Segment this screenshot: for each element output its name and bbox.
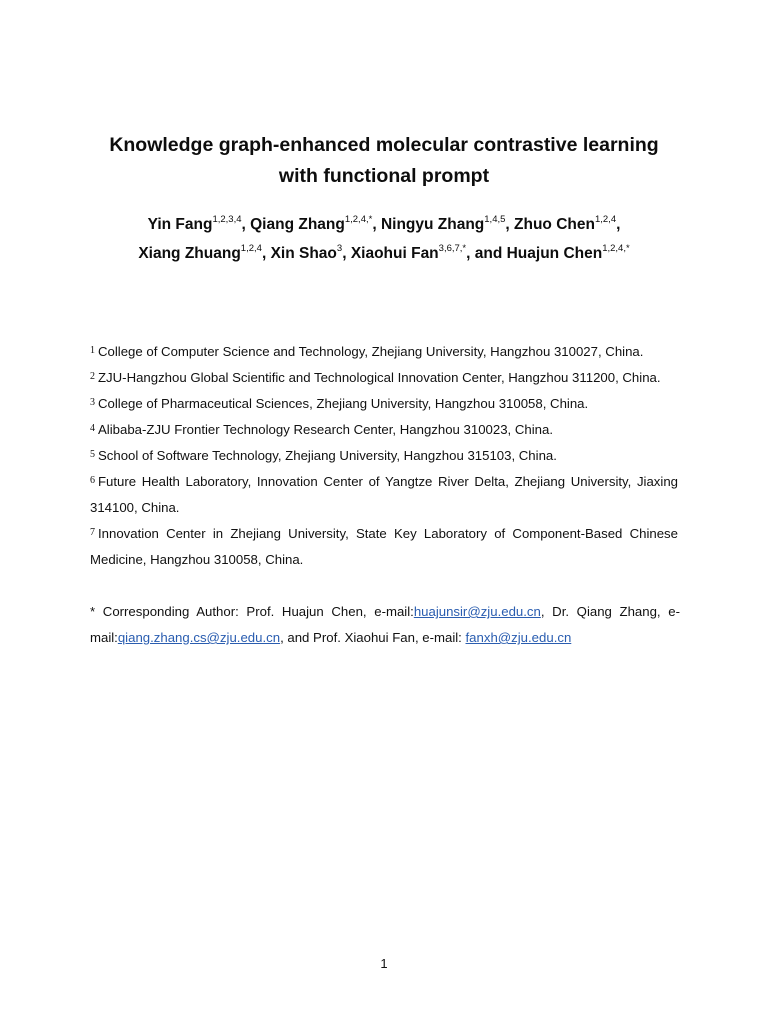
affiliation-number: 3 (90, 397, 95, 408)
affiliation-text: Alibaba-ZJU Frontier Technology Research Center, Hangzhou 310023, China. (98, 422, 553, 437)
email-link-huajun-chen[interactable]: huajunsir@zju.edu.cn (413, 604, 541, 619)
author-name: Huajun Chen (506, 245, 603, 262)
corresponding-author-note (90, 599, 680, 651)
page-number: 1 (380, 956, 388, 971)
affiliation-item (90, 521, 678, 573)
affiliation-text: School of Software Technology, Zhejiang University, Hangzhou 315103, China. (98, 448, 557, 463)
affiliation-item (90, 365, 678, 391)
author-line-1 (60, 210, 708, 239)
affiliation-list (90, 339, 678, 573)
title-line-2: with functional prompt (278, 165, 490, 187)
author-affil-sup: 1,2,4,* (602, 242, 630, 254)
affiliation-number: 5 (90, 449, 95, 460)
author-affil-sup: 1,2,4 (594, 213, 617, 225)
author-line-2 (60, 239, 708, 268)
affiliation-number: 4 (90, 423, 95, 434)
author-separator: , (261, 245, 271, 262)
author-list (60, 210, 708, 268)
author-affil-sup: 1,2,3,4 (212, 213, 242, 225)
affiliation-number: 6 (90, 475, 95, 486)
corresp-mid-2: , and Prof. Xiaohui Fan, e-mail: (280, 630, 466, 645)
affiliation-text: Future Health Laboratory, Innovation Center of Yangtze River Delta, Zhejiang University, Jiaxing 314100, China. (90, 474, 678, 515)
author-affil-sup: 1,2,4 (240, 242, 262, 254)
author-name: Yin Fang (147, 216, 213, 233)
title-line-1: Knowledge graph-enhanced molecular contrastive learning (109, 134, 659, 156)
affiliation-text: ZJU-Hangzhou Global Scientific and Technological Innovation Center, Hangzhou 311200, China. (98, 370, 661, 385)
author-affil-sup: 1,2,4,* (344, 213, 373, 225)
author-name: Xiaohui Fan (350, 245, 439, 262)
email-link-qiang-zhang[interactable]: qiang.zhang.cs@zju.edu.cn (117, 630, 281, 645)
paper-title (60, 130, 708, 192)
author-name: Zhuo Chen (514, 216, 595, 233)
affiliation-text: Innovation Center in Zhejiang University, State Key Laboratory of Component-Based Chinese Medicine, Hangzhou 310058, China. (90, 526, 678, 567)
affiliation-item (90, 417, 678, 443)
email-link-xiaohui-fan[interactable]: fanxh@zju.edu.cn (465, 630, 572, 645)
author-separator: , (372, 216, 381, 233)
author-name: Xin Shao (270, 245, 337, 262)
affiliation-text: College of Pharmaceutical Sciences, Zhejiang University, Hangzhou 310058, China. (98, 396, 589, 411)
corresp-prefix: * Corresponding Author: Prof. Huajun Chen, e-mail: (90, 604, 414, 619)
affiliation-item (90, 339, 678, 365)
affiliation-item (90, 469, 678, 521)
author-name: Xiang Zhuang (138, 245, 241, 262)
author-name: Ningyu Zhang (380, 216, 485, 233)
author-affil-sup: 1,4,5 (484, 213, 506, 225)
affiliation-number: 1 (90, 345, 95, 356)
affiliation-item (90, 391, 678, 417)
author-affil-sup: 3,6,7,* (438, 242, 467, 254)
author-separator: , (241, 216, 251, 233)
corresp-mid-1: , Dr. Qiang Zhang, e-mail: (90, 604, 680, 645)
affiliation-number: 2 (90, 371, 95, 382)
author-affil-sup: 3 (336, 242, 343, 254)
affiliation-text: College of Computer Science and Technology, Zhejiang University, Hangzhou 310027, China. (98, 344, 644, 359)
affiliation-item (90, 443, 678, 469)
author-separator: , and (466, 245, 507, 262)
affiliation-number: 7 (90, 527, 95, 538)
author-separator: , (505, 216, 515, 233)
author-name: Qiang Zhang (250, 216, 345, 233)
author-separator: , (342, 245, 351, 262)
author-separator: , (616, 216, 621, 233)
